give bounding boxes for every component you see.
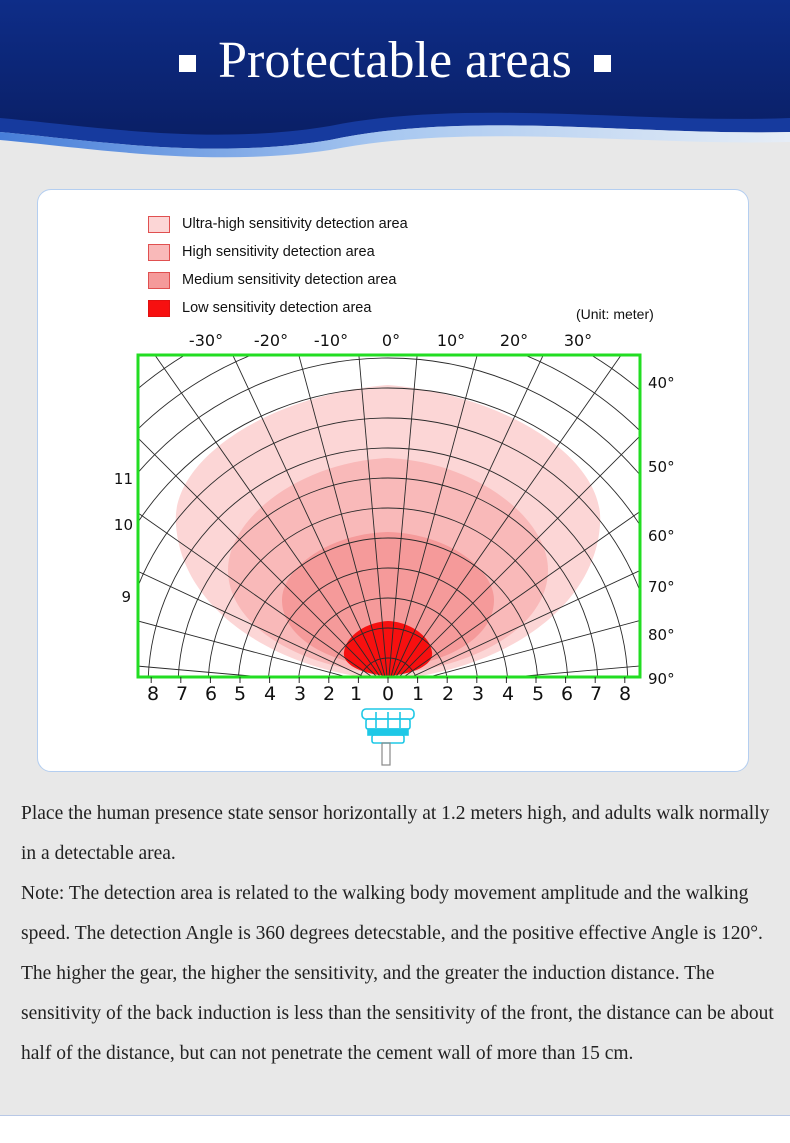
page-title-text: Protectable areas [218, 31, 572, 89]
bottom-distance-label: 6 [560, 683, 574, 705]
description [21, 794, 781, 1074]
bottom-distance-label: 4 [501, 683, 515, 705]
bottom-distance-label: 3 [293, 683, 307, 705]
right-angle-label: 70° [648, 578, 675, 596]
bottom-distance-label: 8 [146, 683, 160, 705]
bottom-distance-label: 6 [204, 683, 218, 705]
bottom-distance-label: 2 [441, 683, 455, 705]
sensor-icon [362, 709, 414, 765]
bottom-distance-label: 5 [233, 683, 247, 705]
legend-label: Low sensitivity detection area [182, 300, 372, 316]
top-angle-label: 10° [436, 331, 466, 350]
top-angle-label: -20° [253, 331, 289, 350]
unit-label: (Unit: meter) [576, 306, 654, 322]
legend-label: Ultra-high sensitivity detection area [182, 216, 408, 232]
bottom-distance-label: 3 [471, 683, 485, 705]
left-distance-label: 10 [113, 516, 133, 534]
bottom-distance-label: 1 [349, 683, 363, 705]
left-distance-label: 9 [121, 588, 131, 606]
right-angle-label: 80° [648, 626, 675, 644]
top-angle-label: -10° [313, 331, 349, 350]
bottom-distance-label: 1 [411, 683, 425, 705]
bottom-distance-label: 0 [381, 683, 395, 705]
left-distance-label: 11 [113, 470, 133, 488]
bottom-distance-label: 7 [175, 683, 189, 705]
top-angle-label: 20° [499, 331, 529, 350]
top-angle-label: 30° [563, 331, 593, 350]
legend-label: High sensitivity detection area [182, 244, 375, 260]
top-angle-label: 0° [381, 331, 401, 350]
legend-label: Medium sensitivity detection area [182, 272, 397, 288]
bottom-distance-label: 7 [589, 683, 603, 705]
bottom-distance-label: 4 [263, 683, 277, 705]
bottom-distance-label: 5 [531, 683, 545, 705]
bottom-distance-label: 2 [322, 683, 336, 705]
description-paragraph: Note: The detection area is related to the walking body movement amplitude and the walking speed. The detection Angle is 360 degrees detecstable, and the positive effective Angle is 120°. The higher the gear, the higher the sensitivity, and the greater the induction distance. The sensitivity of the back induction is less than the sensitivity of the front, the distance can be about half of the distance, but can not penetrate the cement wall of more than 15 cm. [21, 883, 774, 1064]
bottom-distance-label: 8 [618, 683, 632, 705]
right-angle-label: 60° [648, 527, 675, 545]
description-paragraph: Place the human presence state sensor horizontally at 1.2 meters high, and adults walk normally in a detectable area. [21, 803, 770, 864]
right-angle-label: 40° [648, 374, 675, 392]
right-angle-label: 50° [648, 458, 675, 476]
right-angle-label: 90° [648, 670, 675, 688]
footer-divider [0, 1115, 790, 1143]
top-angle-label: -30° [188, 331, 224, 350]
